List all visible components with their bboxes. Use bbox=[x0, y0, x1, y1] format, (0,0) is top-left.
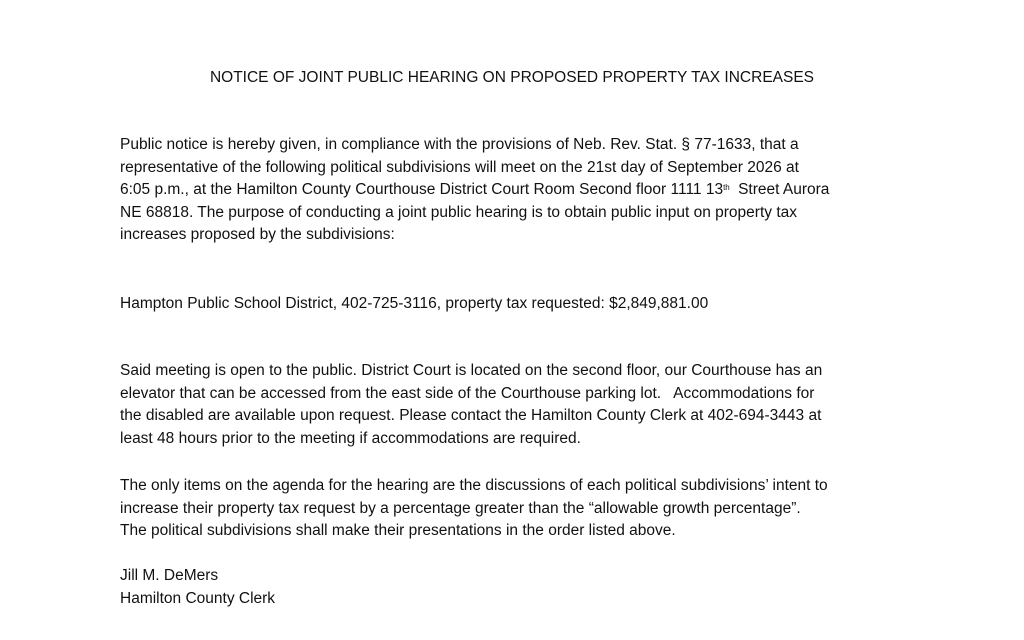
subdivision-line: Hampton Public School District, 402-725-3116, property tax requested: $2,849,881.00 bbox=[120, 295, 709, 312]
agenda-line-1: The only items on the agenda for the hearing are the discussions of each political subdivisions’ intent to bbox=[120, 477, 828, 494]
signature-block bbox=[120, 565, 920, 610]
meeting-info-line-2: elevator that can be accessed from the east side of the Courthouse parking lot. Accommodations for bbox=[120, 384, 815, 402]
intro-line-5: increases proposed by the subdivisions: bbox=[120, 226, 395, 243]
intro-line-3 bbox=[120, 179, 920, 202]
signature-title: Hamilton County Clerk bbox=[120, 589, 276, 607]
intro-line-3-start: 6:05 p.m., at the Hamilton County Courthouse District Court Room Second floor 1111 13 bbox=[120, 181, 724, 198]
meeting-info-line-4: least 48 hours prior to the meeting if accommodations are required. bbox=[120, 429, 581, 447]
intro-paragraph bbox=[120, 134, 920, 247]
agenda-paragraph bbox=[120, 475, 920, 543]
meeting-info-paragraph bbox=[120, 360, 920, 450]
intro-line-1: Public notice is hereby given, in compliance with the provisions of Neb. Rev. Stat. § 77-1633, that a bbox=[120, 136, 799, 153]
notice-title: NOTICE OF JOINT PUBLIC HEARING ON PROPOSED PROPERTY TAX INCREASES bbox=[209, 69, 815, 86]
intro-line-4: NE 68818. The purpose of conducting a joint public hearing is to obtain public input on property tax bbox=[120, 203, 797, 221]
meeting-info-line-3: the disabled are available upon request. Please contact the Hamilton County Clerk at 402-694-3443 at bbox=[120, 407, 822, 424]
intro-line-2: representative of the following political subdivisions will meet on the 21st day of September 2026 at bbox=[120, 158, 799, 176]
intro-line-3-end: Street Aurora bbox=[738, 181, 830, 198]
agenda-line-3: The political subdivisions shall make their presentations in the order listed above. bbox=[120, 522, 676, 539]
meeting-info-line-1: Said meeting is open to the public. District Court is located on the second floor, our Courthouse has an bbox=[120, 362, 823, 379]
signature-name: Jill M. DeMers bbox=[120, 567, 219, 584]
ordinal-superscript: th bbox=[723, 183, 730, 192]
agenda-line-2: increase their property tax request by a percentage greater than the “allowable growth percentage”. bbox=[120, 499, 801, 517]
subdivision-paragraph bbox=[120, 293, 920, 316]
